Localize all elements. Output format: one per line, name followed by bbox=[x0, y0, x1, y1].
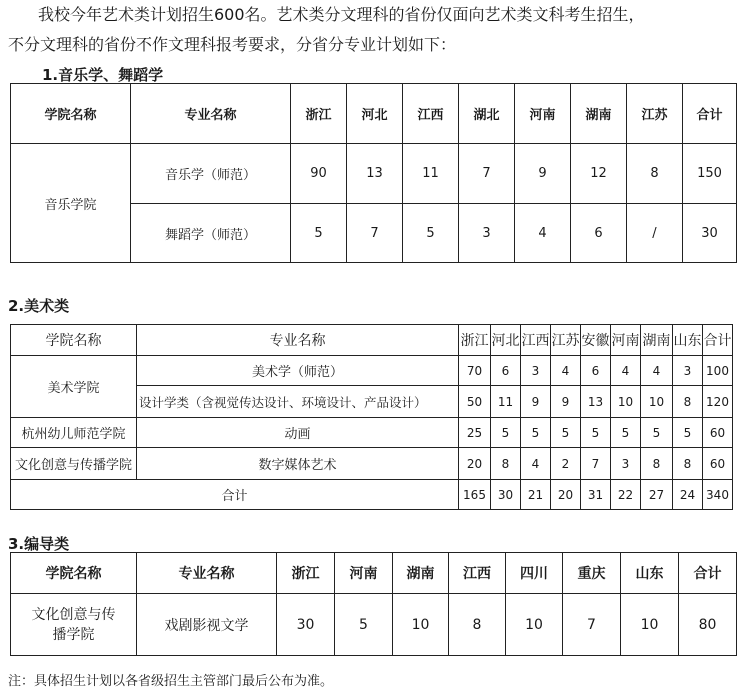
header-cell: 河南 bbox=[515, 84, 571, 144]
value-cell: 7 bbox=[347, 204, 403, 263]
value-cell: 90 bbox=[291, 144, 347, 204]
header-cell: 河南 bbox=[611, 325, 641, 356]
table-row bbox=[11, 594, 737, 656]
value-cell: 4 bbox=[641, 356, 673, 386]
major-cell: 设计学类（含视觉传达设计、环境设计、产品设计） bbox=[137, 386, 459, 418]
value-cell: 5 bbox=[581, 418, 611, 448]
value-cell: 5 bbox=[491, 418, 521, 448]
header-cell: 河南 bbox=[335, 553, 393, 594]
value-cell: 9 bbox=[515, 144, 571, 204]
value-cell: 5 bbox=[673, 418, 703, 448]
table-header-row bbox=[11, 84, 737, 144]
header-cell: 浙江 bbox=[291, 84, 347, 144]
value-cell: 10 bbox=[621, 594, 679, 656]
value-cell: 30 bbox=[491, 480, 521, 510]
table-row bbox=[11, 356, 733, 386]
value-cell: 11 bbox=[403, 144, 459, 204]
major-cell: 动画 bbox=[137, 418, 459, 448]
header-cell: 学院名称 bbox=[11, 325, 137, 356]
intro-line-2: 不分文理科的省份不作文理科报考要求，分省分专业计划如下： bbox=[8, 35, 457, 54]
major-cell: 戏剧影视文学 bbox=[137, 594, 277, 656]
header-cell: 江苏 bbox=[627, 84, 683, 144]
value-cell: 31 bbox=[581, 480, 611, 510]
value-cell: 6 bbox=[491, 356, 521, 386]
value-cell: 5 bbox=[551, 418, 581, 448]
header-cell: 湖北 bbox=[459, 84, 515, 144]
header-cell: 湖南 bbox=[641, 325, 673, 356]
value-cell: 165 bbox=[459, 480, 491, 510]
value-cell: 3 bbox=[611, 448, 641, 480]
college-cell: 文化创意与传播学院 bbox=[11, 448, 137, 480]
value-cell: 25 bbox=[459, 418, 491, 448]
total-cell: 60 bbox=[703, 418, 733, 448]
value-cell: 7 bbox=[581, 448, 611, 480]
value-cell: 70 bbox=[459, 356, 491, 386]
table-header-row bbox=[11, 325, 733, 356]
value-cell: 12 bbox=[571, 144, 627, 204]
value-cell: 6 bbox=[581, 356, 611, 386]
table-total-row bbox=[11, 480, 733, 510]
value-cell: 24 bbox=[673, 480, 703, 510]
value-cell: 3 bbox=[459, 204, 515, 263]
value-cell: 27 bbox=[641, 480, 673, 510]
header-cell: 河北 bbox=[491, 325, 521, 356]
value-cell: 20 bbox=[459, 448, 491, 480]
value-cell: 8 bbox=[673, 386, 703, 418]
value-cell: 3 bbox=[521, 356, 551, 386]
header-cell: 学院名称 bbox=[11, 553, 137, 594]
value-cell: 9 bbox=[551, 386, 581, 418]
value-cell: 4 bbox=[515, 204, 571, 263]
value-cell: 4 bbox=[611, 356, 641, 386]
value-cell: 5 bbox=[611, 418, 641, 448]
total-cell: 60 bbox=[703, 448, 733, 480]
section3-heading: 3.编导类 bbox=[8, 535, 70, 553]
total-cell: 120 bbox=[703, 386, 733, 418]
total-cell: 80 bbox=[679, 594, 737, 656]
header-cell: 浙江 bbox=[459, 325, 491, 356]
header-cell: 安徽 bbox=[581, 325, 611, 356]
header-cell: 湖南 bbox=[393, 553, 449, 594]
value-cell: 10 bbox=[611, 386, 641, 418]
total-cell: 150 bbox=[683, 144, 737, 204]
fine-arts-table bbox=[10, 324, 733, 510]
value-cell: 4 bbox=[551, 356, 581, 386]
college-cell: 美术学院 bbox=[11, 356, 137, 418]
value-cell: 7 bbox=[459, 144, 515, 204]
value-cell: 10 bbox=[506, 594, 563, 656]
header-cell: 重庆 bbox=[563, 553, 621, 594]
value-cell: 2 bbox=[551, 448, 581, 480]
value-cell: 22 bbox=[611, 480, 641, 510]
total-cell: 100 bbox=[703, 356, 733, 386]
header-cell: 山东 bbox=[621, 553, 679, 594]
value-cell: 5 bbox=[403, 204, 459, 263]
value-cell: 4 bbox=[521, 448, 551, 480]
header-cell: 山东 bbox=[673, 325, 703, 356]
value-cell: 8 bbox=[627, 144, 683, 204]
value-cell: 6 bbox=[571, 204, 627, 263]
section1-heading: 1.音乐学、舞蹈学 bbox=[42, 66, 164, 84]
value-cell: 8 bbox=[673, 448, 703, 480]
value-cell: 20 bbox=[551, 480, 581, 510]
value-cell: 10 bbox=[641, 386, 673, 418]
major-cell: 音乐学（师范） bbox=[131, 144, 291, 204]
value-cell: 5 bbox=[521, 418, 551, 448]
value-cell: 5 bbox=[641, 418, 673, 448]
table-row bbox=[11, 418, 733, 448]
value-cell: 30 bbox=[277, 594, 335, 656]
header-cell: 河北 bbox=[347, 84, 403, 144]
intro-line-1: 我校今年艺术类计划招生600名。艺术类分文理科的省份仅面向艺术类文科考生招生， bbox=[38, 5, 645, 24]
header-cell: 合计 bbox=[683, 84, 737, 144]
directing-table bbox=[10, 552, 737, 656]
value-cell: 5 bbox=[335, 594, 393, 656]
value-cell: 3 bbox=[673, 356, 703, 386]
total-label: 合计 bbox=[11, 480, 459, 510]
major-cell: 舞蹈学（师范） bbox=[131, 204, 291, 263]
value-cell: 8 bbox=[491, 448, 521, 480]
value-cell: 10 bbox=[393, 594, 449, 656]
value-cell: 7 bbox=[563, 594, 621, 656]
value-cell: 8 bbox=[641, 448, 673, 480]
header-cell: 专业名称 bbox=[131, 84, 291, 144]
footnote: 注：具体招生计划以各省级招生主管部门最后公布为准。 bbox=[8, 674, 334, 689]
college-cell: 音乐学院 bbox=[11, 144, 131, 263]
header-cell: 专业名称 bbox=[137, 325, 459, 356]
value-cell: 11 bbox=[491, 386, 521, 418]
value-cell: 50 bbox=[459, 386, 491, 418]
college-cell: 文化创意与传播学院 bbox=[11, 594, 137, 656]
value-cell: 9 bbox=[521, 386, 551, 418]
value-cell: 21 bbox=[521, 480, 551, 510]
college-cell: 杭州幼儿师范学院 bbox=[11, 418, 137, 448]
header-cell: 江西 bbox=[403, 84, 459, 144]
header-cell: 学院名称 bbox=[11, 84, 131, 144]
total-cell: 340 bbox=[703, 480, 733, 510]
header-cell: 四川 bbox=[506, 553, 563, 594]
header-cell: 浙江 bbox=[277, 553, 335, 594]
major-cell: 美术学（师范） bbox=[137, 356, 459, 386]
value-cell: 8 bbox=[449, 594, 506, 656]
table-row bbox=[11, 144, 737, 204]
value-cell: 5 bbox=[291, 204, 347, 263]
header-cell: 合计 bbox=[703, 325, 733, 356]
header-cell: 专业名称 bbox=[137, 553, 277, 594]
header-cell: 江西 bbox=[449, 553, 506, 594]
header-cell: 湖南 bbox=[571, 84, 627, 144]
value-cell: / bbox=[627, 204, 683, 263]
header-cell: 江苏 bbox=[551, 325, 581, 356]
header-cell: 江西 bbox=[521, 325, 551, 356]
section2-heading: 2.美术类 bbox=[8, 297, 70, 315]
total-cell: 30 bbox=[683, 204, 737, 263]
music-dance-table bbox=[10, 83, 737, 263]
table-row bbox=[11, 448, 733, 480]
header-cell: 合计 bbox=[679, 553, 737, 594]
value-cell: 13 bbox=[581, 386, 611, 418]
value-cell: 13 bbox=[347, 144, 403, 204]
table-header-row bbox=[11, 553, 737, 594]
major-cell: 数字媒体艺术 bbox=[137, 448, 459, 480]
